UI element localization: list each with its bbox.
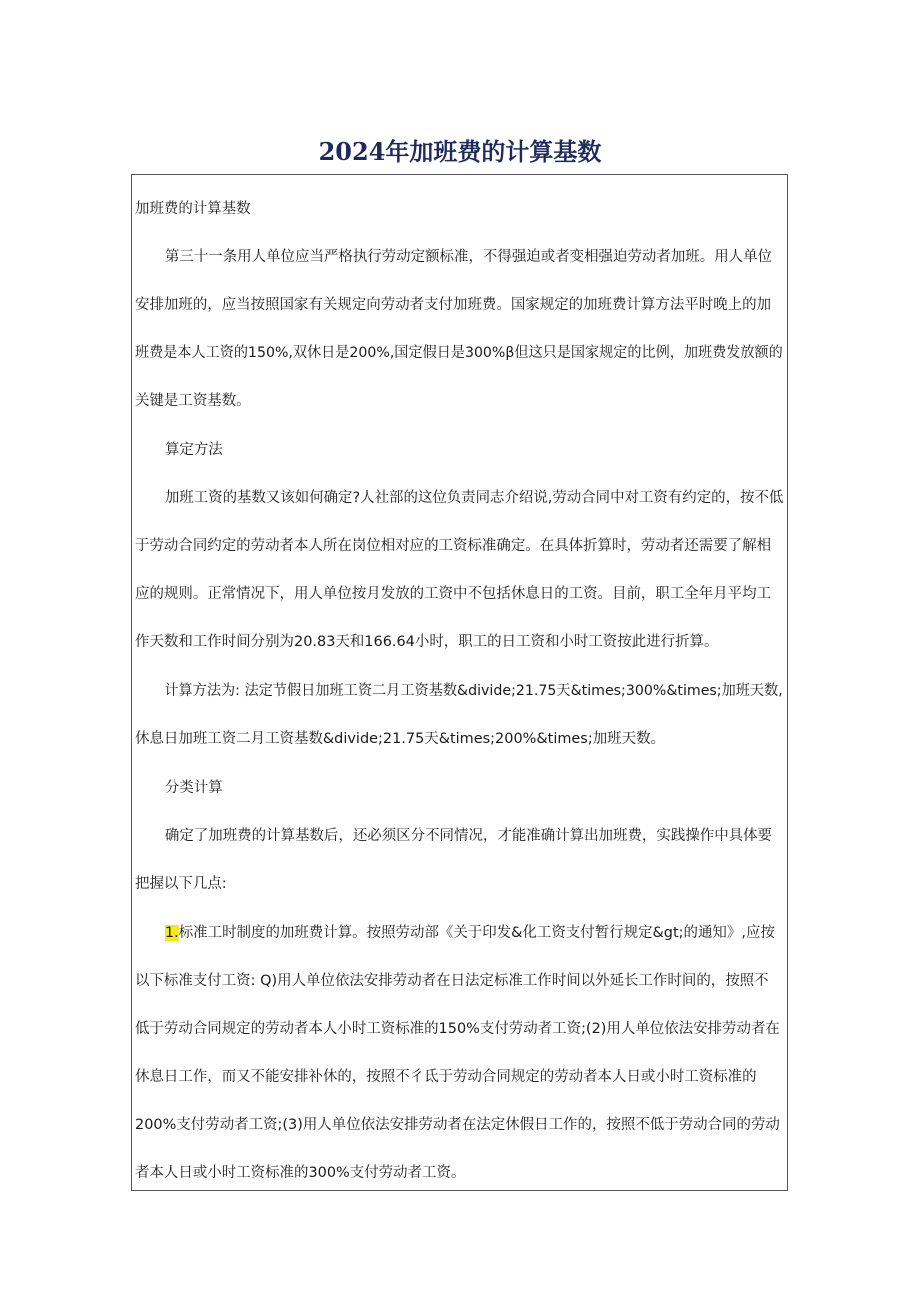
paragraph-line: 加班工资的基数又该如何确定?人社部的这位负责同志介绍说,劳动合同中对工资有约定的，按不低: [164, 490, 784, 506]
paragraph-line: 确定了加班费的计算基数后，还必须区分不同情况，才能准确计算出加班费，实践操作中具体要: [164, 828, 773, 844]
paragraph-line: 于劳动合同约定的劳动者本人所在岗位相对应的工资标准确定。在具体折算时，劳动者还需要了解相: [135, 538, 772, 554]
paragraph-line: 安排加班的，应当按照国家有关规定向劳动者支付加班费。国家规定的加班费计算方法平时晚上的加: [135, 297, 772, 313]
paragraph-formula: [135, 667, 785, 763]
paragraph-line: 关键是工资基数。: [135, 393, 251, 409]
document-title: 2024年加班费的计算基数: [318, 137, 602, 167]
paragraph-article-31: [135, 233, 785, 425]
section-heading-block: [135, 185, 785, 233]
section-heading: 加班费的计算基数: [135, 201, 251, 217]
paragraph-line: 把握以下几点:: [135, 876, 227, 892]
paragraph-base-determination: [135, 474, 785, 666]
paragraph-line: 第三十一条用人单位应当严格执行劳动定额标准，不得强迫或者变相强迫劳动者加班。用人单位: [164, 249, 773, 265]
paragraph-line: 休息日工作，而又不能安排补休的，按照不彳氐于劳动合同规定的劳动者本人日或小时工资标准的: [135, 1069, 757, 1085]
subheading-classified-calc: 分类计算: [164, 780, 223, 796]
paragraph-line: [135, 909, 783, 957]
paragraph-line: 计算方法为: 法定节假日加班工资二月工资基数&divide;21.75天&times;300%&times;加班天数,: [164, 683, 783, 699]
paragraph-line: 200%支付劳动者工资;(3)用人单位依法安排劳动者在法定休假日工作的，按照不低于劳动合同的劳动: [135, 1117, 780, 1133]
paragraph-line: 作天数和工作时间分别为20.83天和166.64小时，职工的日工资和小时工资按此进行折算。: [135, 634, 719, 650]
paragraph-line: 班费是本人工资的150%,双休日是200%,国定假日是300%β但这只是国家规定的比例，加班费发放额的: [135, 345, 783, 361]
subheading-block-1: [135, 426, 785, 474]
paragraph-standard-hours: [135, 909, 785, 1197]
paragraph-intro-points: [135, 812, 785, 908]
paragraph-line-text: 标准工时制度的加班费计算。按照劳动部《关于印发&化工资支付暂行规定&gt;的通知》,应按: [178, 925, 775, 941]
paragraph-line: 以下标准支付工资: Q)用人单位依法安排劳动者在日法定标准工作时间以外延长工作时间的，按照不: [135, 973, 769, 989]
paragraph-line: 休息日加班工资二月工资基数&divide;21.75天&times;200%&times;加班天数。: [135, 731, 665, 747]
subheading-block-2: [135, 764, 785, 812]
paragraph-line: 低于劳动合同规定的劳动者本人小时工资标准的150%支付劳动者工资;(2)用人单位依法安排劳动者在: [135, 1021, 780, 1037]
subheading-calc-method: 算定方法: [164, 442, 223, 458]
list-marker-highlight: 1.: [164, 925, 179, 941]
paragraph-line: 应的规则。正常情况下，用人单位按月发放的工资中不包括休息日的工资。目前，职工全年月平均工: [135, 586, 772, 602]
paragraph-line: 者本人日或小时工资标准的300%支付劳动者工资。: [135, 1165, 466, 1181]
